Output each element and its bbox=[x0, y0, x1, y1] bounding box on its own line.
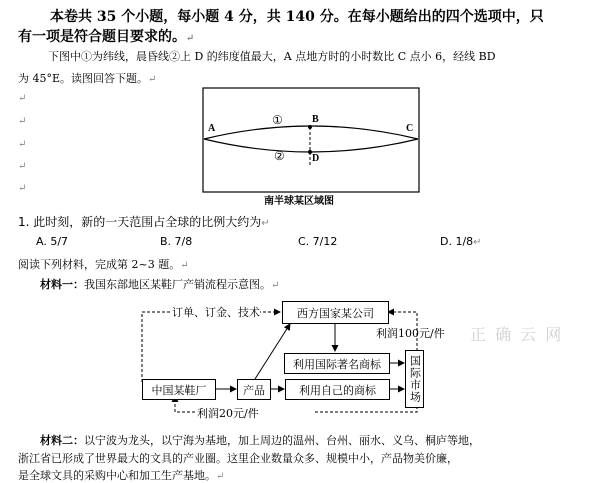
material-1-label: 材料一： bbox=[40, 278, 84, 291]
point-d-label: D bbox=[312, 153, 320, 164]
option-a[interactable]: A. 5/7 bbox=[36, 235, 69, 248]
option-d[interactable]: D. 1/8↵ bbox=[440, 235, 482, 248]
international-brand-box: 利用国际著名商标 bbox=[284, 353, 390, 374]
point-c-label: C bbox=[406, 123, 414, 134]
material-1-heading: 材料一：我国东部地区某鞋厂产销流程示意图。↵ bbox=[40, 278, 280, 291]
own-brand-box: 利用自己的商标 bbox=[285, 379, 390, 400]
material-2-line2: 浙江省已形成了世界最大的文具的产业圈。这里企业数量众多、规模中小，产品物美价廉， bbox=[18, 452, 458, 465]
material-2-line1: 材料二：以宁波为龙头，以宁海为基地，加上周边的温州、台州、丽水、义乌、桐庐等地， bbox=[40, 434, 480, 447]
intro-line1: 下图中①为纬线，晨昏线②上 D 的纬度值最大，A 点地方时的小时数比 C 点小 6，经线 BD bbox=[48, 50, 496, 63]
profit-100-label: 利润100元/件 bbox=[376, 327, 445, 340]
point-b-label: B bbox=[312, 114, 319, 125]
question-1-text: 1. 此时刻，新的一天范围占全球的比例大约为↵ bbox=[18, 215, 270, 229]
watermark-text: 正 确 云 网 bbox=[470, 325, 564, 344]
option-b[interactable]: B. 7/8 bbox=[160, 235, 193, 248]
section-header-line2: 有一项是符合题目要求的。↵ bbox=[18, 29, 195, 45]
point-a-label: A bbox=[208, 123, 216, 134]
chinese-shoe-factory-box: 中国某鞋厂 bbox=[142, 379, 216, 400]
intro-line2: 为 45°E。读图回答下题。↵ bbox=[18, 72, 157, 85]
reading-instruction: 阅读下列材料，完成第 2~3 题。↵ bbox=[18, 258, 189, 271]
international-market-box: 国际市场 bbox=[405, 350, 424, 408]
latitude-line-label: ① bbox=[272, 113, 283, 127]
southern-hemisphere-diagram bbox=[196, 87, 428, 205]
option-c[interactable]: C. 7/12 bbox=[298, 235, 338, 248]
section-header-line1: 本卷共 35 个小题，每小题 4 分，共 140 分。在每小题给出的四个选项中，只 bbox=[50, 9, 544, 25]
paragraph-mark: ↵ bbox=[18, 161, 27, 172]
paragraph-mark: ↵ bbox=[18, 139, 27, 150]
production-flow-chart bbox=[130, 296, 450, 426]
orders-flow-label: 订单、订金、技术 bbox=[172, 306, 260, 319]
paragraph-mark: ↵ bbox=[18, 93, 27, 104]
material-2-line3: 是全球文具的采购中心和加工生产基地。↵ bbox=[18, 469, 225, 482]
paragraph-mark: ↵ bbox=[186, 33, 195, 44]
diagram-caption: 南半球某区域图 bbox=[264, 196, 334, 207]
profit-20-label: 利润20元/件 bbox=[197, 407, 259, 420]
product-box: 产品 bbox=[237, 379, 271, 400]
paragraph-mark: ↵ bbox=[18, 183, 27, 194]
terminator-line-label: ② bbox=[274, 149, 285, 163]
material-2-label: 材料二： bbox=[40, 434, 84, 447]
paragraph-mark: ↵ bbox=[18, 116, 27, 127]
western-company-box: 西方国家某公司 bbox=[282, 301, 389, 324]
